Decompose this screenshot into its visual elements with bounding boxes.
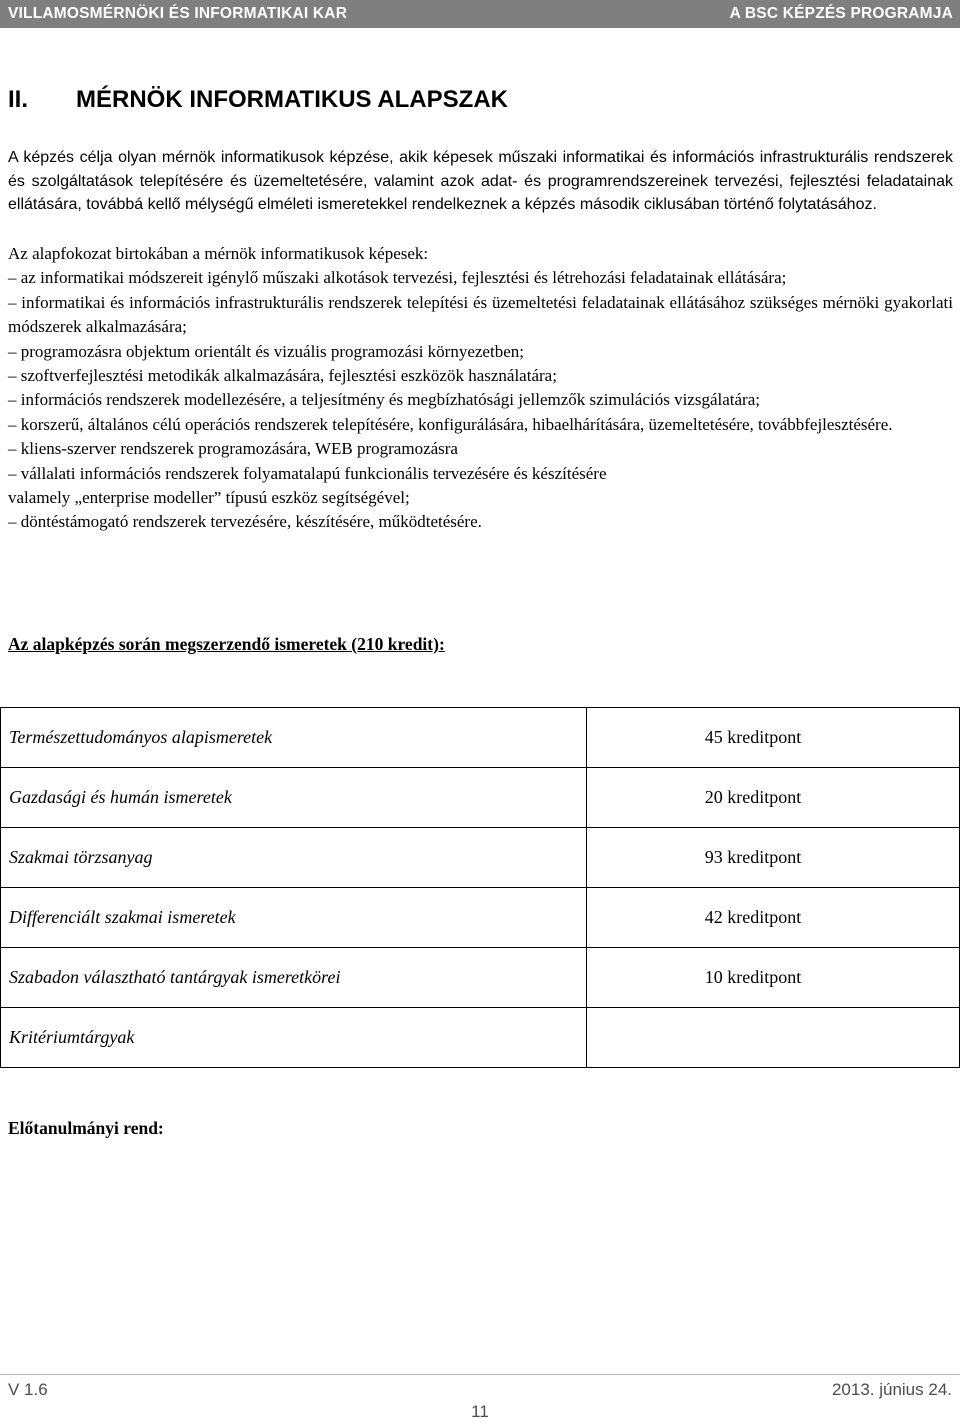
section-heading xyxy=(8,86,508,114)
prerequisite-title: Előtanulmányi rend: xyxy=(8,1118,164,1138)
table-row xyxy=(1,768,960,828)
ability-item: – kliens-szerver rendszerek programozására, WEB programozásra xyxy=(8,439,458,459)
credits-table xyxy=(0,707,960,1068)
credit-area: Szakmai törzsanyag xyxy=(1,828,587,888)
abilities-lead: Az alapfokozat birtokában a mérnök informatikusok képesek: xyxy=(8,244,429,263)
credit-area: Természettudományos alapismeretek xyxy=(1,708,587,768)
ability-item: – szoftverfejlesztési metodikák alkalmazására, fejlesztési eszközök használatára; xyxy=(8,366,557,386)
table-row xyxy=(1,948,960,1008)
ability-item: – vállalati információs rendszerek folyamatalapú funkcionális tervezésére és készítésére xyxy=(8,463,607,483)
table-row xyxy=(1,888,960,948)
page-number: 11 xyxy=(471,1402,489,1421)
ability-item: – döntéstámogató rendszerek tervezésére, készítésére, működtetésére. xyxy=(8,512,482,532)
page-header xyxy=(0,0,960,28)
footer-version: V 1.6 xyxy=(8,1380,48,1399)
credits-title: Az alapképzés során megszerzendő ismeretek (210 kredit): xyxy=(8,634,445,654)
table-row xyxy=(1,708,960,768)
table-row xyxy=(1,1008,960,1068)
abilities-block xyxy=(8,242,953,535)
credit-area: Gazdasági és humán ismeretek xyxy=(1,768,587,828)
ability-item: – programozásra objektum orientált és vizuális programozási környezetben; xyxy=(8,341,524,361)
ability-item: – információs rendszerek modellezésére, a teljesítmény és megbízhatósági jellemzők szimulációs vizsgálatára; xyxy=(8,390,760,410)
footer-date: 2013. június 24. xyxy=(831,1380,952,1399)
table-row xyxy=(1,828,960,888)
credit-value: 93 kreditpont xyxy=(587,828,960,888)
credit-area: Szabadon választható tantárgyak ismeretkörei xyxy=(1,948,587,1008)
ability-item: – az informatikai módszereit igénylő műszaki alkotások tervezési, fejlesztési és létrehozási feladatainak ellátására; xyxy=(8,268,787,288)
ability-item: – korszerű, általános célú operációs rendszerek telepítésére, konfigurálására, hibaelhárítására, üzemeltetésére, továbbfejlesztésére. xyxy=(8,414,893,434)
intro-paragraph: A képzés célja olyan mérnök informatikusok képzése, akik képesek műszaki informatikai és információs infrastrukturális rendszerek és szolgáltatások telepítésére és üzemeltetésére, valamint azok adat- és programrendszereinek tervezési, fejlesztési feladatainak ellátására, továbbá kellő mélységű elméleti ismeretekkel rendelkeznek a képzés második ciklusában történő folytatásához. xyxy=(8,149,953,213)
credit-value: 10 kreditpont xyxy=(587,948,960,1008)
footer-divider xyxy=(0,1374,960,1375)
credit-value: 20 kreditpont xyxy=(587,768,960,828)
credit-value: 45 kreditpont xyxy=(587,708,960,768)
section-number: II. xyxy=(8,86,29,113)
header-faculty: VILLAMOSMÉRNÖKI ÉS INFORMATIKAI KAR xyxy=(8,5,348,22)
credit-value: 42 kreditpont xyxy=(587,888,960,948)
credit-value xyxy=(587,1008,960,1068)
credit-area: Differenciált szakmai ismeretek xyxy=(1,888,587,948)
ability-item: valamely „enterprise modeller” típusú eszköz segítségével; xyxy=(8,488,410,508)
ability-item: – informatikai és információs infrastrukturális rendszerek telepítési és üzemeltetési feladatainak ellátásához szükséges mérnöki gyakorlati módszerek alkalmazására; xyxy=(8,292,953,337)
section-title-text: MÉRNÖK INFORMATIKUS ALAPSZAK xyxy=(76,86,508,113)
credit-area: Kritériumtárgyak xyxy=(1,1008,587,1068)
header-program: A BSC KÉPZÉS PROGRAMJA xyxy=(729,5,953,22)
